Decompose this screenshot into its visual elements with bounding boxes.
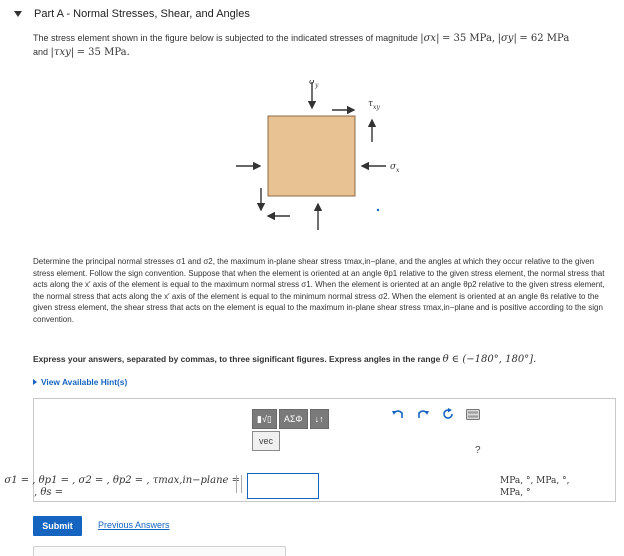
answer-input[interactable] bbox=[247, 473, 319, 499]
vec-button[interactable]: vec bbox=[252, 431, 280, 451]
label-sigma-y-sub: y bbox=[315, 82, 319, 89]
intro-and: and bbox=[33, 46, 49, 57]
view-hints-link[interactable] bbox=[33, 377, 127, 387]
sigma-y-value: = 62 MPa bbox=[519, 33, 570, 44]
label-tau-xy: τ bbox=[368, 99, 373, 109]
intro-text: The stress element shown in the figure below is subjected to the indicated stresses of magnitude bbox=[33, 33, 418, 43]
answer-label-line2: , θs = bbox=[34, 487, 64, 498]
label-sigma-x-sub: x bbox=[396, 167, 400, 174]
hints-label[interactable]: View Available Hint(s) bbox=[41, 377, 128, 387]
label-sigma-y: σ bbox=[309, 80, 316, 87]
previous-answers-link[interactable]: Previous Answers bbox=[98, 520, 170, 530]
submit-button[interactable]: Submit bbox=[33, 516, 82, 536]
answer-units bbox=[500, 475, 570, 499]
subscript-superscript-button[interactable]: ↓↑ bbox=[310, 409, 329, 429]
sigma-x-symbol: |σx| bbox=[420, 33, 440, 44]
toolbar-group bbox=[252, 409, 329, 451]
answer-label-line1: σ1 = , θp1 = , σ2 = , θp2 = , τmax,in−plane = bbox=[4, 475, 240, 486]
part-header[interactable] bbox=[14, 4, 250, 24]
label-sigma-x: σ bbox=[390, 162, 397, 172]
label-tau-xy-sub: xy bbox=[373, 104, 380, 111]
templates-button[interactable]: ▮√▯ bbox=[252, 409, 277, 429]
part-title: Part A - Normal Stresses, Shear, and Angles bbox=[34, 8, 250, 20]
stress-element-figure bbox=[228, 80, 408, 230]
angle-range: θ ∈ (−180°, 180°]. bbox=[442, 354, 537, 365]
tau-xy-value: = 35 MPa. bbox=[76, 46, 130, 58]
redo-icon[interactable] bbox=[416, 407, 430, 421]
units-line2: MPa, ° bbox=[500, 488, 531, 498]
symbols-button[interactable]: ΑΣΦ bbox=[279, 409, 308, 429]
problem-intro bbox=[33, 32, 613, 59]
hint-caret-icon bbox=[33, 379, 37, 385]
sigma-x-value: = 35 MPa, bbox=[441, 33, 496, 44]
help-button[interactable]: ? bbox=[475, 445, 481, 456]
stress-element-square bbox=[268, 116, 355, 196]
keyboard-icon[interactable] bbox=[466, 407, 480, 421]
collapse-caret-icon[interactable] bbox=[14, 11, 22, 17]
answer-instruction bbox=[33, 354, 615, 365]
equals-separator bbox=[236, 475, 242, 493]
origin-dot bbox=[377, 209, 379, 211]
reset-icon[interactable] bbox=[441, 407, 455, 421]
feedback-panel-edge bbox=[33, 546, 286, 556]
answer-panel bbox=[4, 398, 616, 502]
sigma-y-symbol: |σy| bbox=[497, 33, 517, 44]
toolbar-row bbox=[252, 409, 329, 429]
description-paragraph: Determine the principal normal stresses σ1 and σ2, the maximum in-plane shear stress τmax,in−plane, and the angles at which they occur relative to the given stress element. Follow the sign convention. Suppose that when the element is oriented at an angle θp1 relative to the given stress element, the normal stress that acts along the x′ axis of the element is equal to the maximum normal stress σ1. When the element is oriented at an angle θp2 relative to the given stress element, the normal stress that acts along the x′ axis of the element is equal to the minimum normal stress σ2. When the element is oriented at an angle θs relative to the given stress element, the shear stress that acts on the element is equal to the maximum in-plane shear stress τmax,in−plane and is positive according to the sign convention. bbox=[33, 257, 605, 324]
problem-description bbox=[33, 256, 615, 326]
undo-icon[interactable] bbox=[391, 407, 405, 421]
tau-xy-symbol: |τxy| bbox=[50, 46, 75, 58]
math-toolbar bbox=[252, 409, 329, 451]
instruction-text: Express your answers, separated by commas, to three significant figures. Express angles in the range bbox=[33, 354, 441, 364]
units-line1: MPa, °, MPa, °, bbox=[500, 476, 570, 486]
editor-actions bbox=[391, 407, 480, 421]
